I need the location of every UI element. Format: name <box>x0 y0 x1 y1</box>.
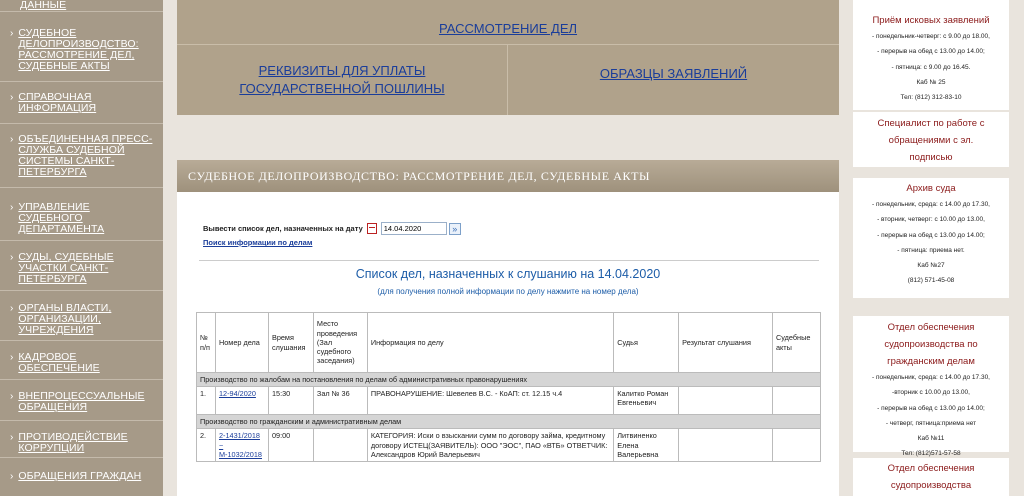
info-box-proceedings <box>853 458 1009 496</box>
chevron-right-icon: › <box>10 391 14 402</box>
info-line: (812) 571-45-08 <box>907 277 955 285</box>
left-nav-sidebar <box>0 0 163 496</box>
column-header: № п/п <box>197 313 216 373</box>
sidebar-item-staffing[interactable] <box>0 341 163 380</box>
table-row <box>197 387 821 415</box>
application-samples-link[interactable]: ОБРАЗЦЫ ЗАЯВЛЕНИЙ <box>599 66 748 81</box>
column-header: Судья <box>614 313 679 373</box>
sidebar-item-reference-info[interactable] <box>0 82 163 124</box>
info-line: Каб №11 <box>917 435 945 443</box>
hearing-result <box>679 429 773 462</box>
column-header: Результат слушания <box>679 313 773 373</box>
info-box-claims <box>853 0 1009 110</box>
row-number: 1. <box>197 387 216 415</box>
info-box-civil-cases <box>853 316 1009 458</box>
court-acts <box>772 429 820 462</box>
section-label: Производство по жалобам на постановления по делам об административных правонарушениях <box>197 373 821 387</box>
column-header: Информация по делу <box>367 313 613 373</box>
info-line: - перерыв на обед с 13.00 до 14.00; <box>877 231 985 239</box>
chevron-right-icon: › <box>10 202 14 213</box>
sidebar-item-label[interactable]: ПРОТИВОДЕЙСТВИЕ КОРРУПЦИИ <box>18 431 128 454</box>
sidebar-item-extraprocedural[interactable] <box>0 380 163 421</box>
sidebar-item-label[interactable]: КАДРОВОЕ ОБЕСПЕЧЕНИЕ <box>18 351 100 374</box>
table-section-row <box>197 415 821 429</box>
judge-name: Литвиненко Елена Валерьевна <box>614 429 679 462</box>
info-line: - перерыв на обед с 13.00 до 14.00; <box>877 48 985 56</box>
hearing-result <box>679 387 773 415</box>
info-line: - перерыв на обед с 13.00 до 14.00; <box>877 404 985 412</box>
date-filter-label: Вывести список дел, назначенных на дату <box>203 224 363 233</box>
case-number-link[interactable]: 12-94/2020 <box>218 389 256 399</box>
hearing-room: Зал № 36 <box>313 387 367 415</box>
sidebar-item-court-department[interactable] <box>0 188 163 241</box>
sidebar-item-authorities[interactable] <box>0 291 163 341</box>
case-search-link[interactable]: Поиск информации по делам <box>203 238 313 247</box>
column-header: Место проведения (Зал судебного заседания) <box>313 313 367 373</box>
hearing-room <box>313 429 367 462</box>
top-links-box <box>177 0 839 115</box>
sidebar-item-court-proceedings[interactable] <box>0 12 163 82</box>
info-line: Каб №27 <box>917 262 945 270</box>
table-header-row <box>197 313 821 373</box>
hearing-time: 09:00 <box>268 429 313 462</box>
info-line: - четверг, пятница:приема нет <box>885 419 977 427</box>
divider <box>177 44 839 45</box>
chevron-right-icon: › <box>10 303 14 314</box>
sidebar-item-data[interactable] <box>0 0 163 12</box>
calendar-icon[interactable] <box>367 223 377 234</box>
sidebar-item-label[interactable]: ДАННЫЕ <box>20 0 67 11</box>
list-subtitle: (для получения полной информации по делу нажмите на номер дела) <box>377 287 639 296</box>
sidebar-item-label[interactable]: ОРГАНЫ ВЛАСТИ, ОРГАНИЗАЦИИ, УЧРЕЖДЕНИЯ <box>18 302 112 336</box>
sidebar-item-label[interactable]: СУДЫ, СУДЕБНЫЕ УЧАСТКИ САНКТ-ПЕТЕРБУРГА <box>18 251 114 285</box>
sidebar-item-anticorruption[interactable] <box>0 421 163 458</box>
chevron-right-icon: › <box>10 28 14 39</box>
column-header: Судебные акты <box>772 313 820 373</box>
info-line: Тел: (812)571-57-58 <box>901 450 961 458</box>
sidebar-item-label[interactable]: ОБЪЕДИНЕННАЯ ПРЕСС-СЛУЖБА СУДЕБНОЙ СИСТЕМЫ САНКТ-ПЕТЕРБУРГА <box>18 133 153 178</box>
info-line: -вторник с 10.00 до 13.00, <box>892 389 970 397</box>
case-number-link[interactable]: 2-1431/2018 ~ М-1032/2018 <box>218 431 262 459</box>
info-box-title: Архив суда <box>906 183 956 194</box>
date-input[interactable] <box>381 222 447 235</box>
case-info: ПРАВОНАРУШЕНИЕ: Шевелев В.С. - КоАП: ст. 12.15 ч.4 <box>367 387 613 415</box>
chevron-right-icon: › <box>10 432 14 443</box>
judge-name: Калитко Роман Евгеньевич <box>614 387 679 415</box>
sidebar-item-label[interactable]: УПРАВЛЕНИЕ СУДЕБНОГО ДЕПАРТАМЕНТА <box>18 201 105 235</box>
sidebar-item-label[interactable]: СУДЕБНОЕ ДЕЛОПРОИЗВОДСТВО: РАССМОТРЕНИЕ ДЕЛ, СУДЕБНЫЕ АКТЫ <box>18 27 139 72</box>
sidebar-item-press-service[interactable] <box>0 124 163 188</box>
column-header: Время слушания <box>268 313 313 373</box>
chevron-right-icon: › <box>10 134 14 145</box>
court-proceedings-panel <box>177 160 839 496</box>
table-row <box>197 429 821 462</box>
info-box-title: Отдел обеспечения судопроизводства по гражданским делам <box>884 322 978 367</box>
sidebar-item-label[interactable]: ВНЕПРОЦЕССУАЛЬНЫЕ ОБРАЩЕНИЯ <box>18 390 145 413</box>
info-box-e-signature <box>853 112 1009 167</box>
court-acts <box>772 387 820 415</box>
list-title: Список дел, назначенных к слушанию на 14.04.2020 <box>355 267 661 281</box>
sidebar-item-label[interactable]: ОБРАЩЕНИЯ ГРАЖДАН <box>18 470 142 482</box>
right-info-sidebar <box>853 0 1009 496</box>
panel-title: СУДЕБНОЕ ДЕЛОПРОИЗВОДСТВО: РАССМОТРЕНИЕ ДЕЛ, СУДЕБНЫЕ АКТЫ <box>177 160 839 192</box>
review-cases-link[interactable]: РАССМОТРЕНИЕ ДЕЛ <box>438 21 578 36</box>
date-filter-row <box>203 222 461 235</box>
cases-table <box>196 312 821 462</box>
hearing-time: 15:30 <box>268 387 313 415</box>
info-line: - понедельник, среда: с 14.00 до 17.30, <box>872 374 990 381</box>
info-line: - понедельник, среда: с 14.00 до 17.30, <box>872 201 990 208</box>
divider <box>199 260 819 261</box>
chevron-right-icon: › <box>10 252 14 263</box>
info-box-title: Приём исковых заявлений <box>872 15 990 26</box>
info-line: - пятница: с 9.00 до 16.45. <box>891 63 971 71</box>
info-line: - пятница: приема нет. <box>897 246 965 254</box>
chevron-right-icon: › <box>10 92 14 103</box>
fee-requisites-link[interactable]: РЕКВИЗИТЫ ДЛЯ УПЛАТЫ ГОСУДАРСТВЕННОЙ ПОШЛИНЫ <box>239 63 445 96</box>
submit-arrow-icon[interactable]: » <box>449 223 461 235</box>
main-content <box>177 0 839 496</box>
info-line: - понедельник-четверг: с 9.00 до 18.00, <box>872 33 990 40</box>
info-box-archive <box>853 178 1009 298</box>
section-label: Производство по гражданским и административным делам <box>197 415 821 429</box>
sidebar-item-citizen-appeals[interactable] <box>0 458 163 488</box>
sidebar-item-courts[interactable] <box>0 241 163 291</box>
info-box-title: Отдел обеспечения судопроизводства <box>887 463 975 491</box>
chevron-right-icon: › <box>10 352 14 363</box>
case-info: КАТЕГОРИЯ: Иски о взыскании сумм по договору займа, кредитному договору ИСТЕЦ(ЗАЯВИТЕЛЬ): ООО "ЭОС", ПАО «ВТБ» ОТВЕТЧИК: Александров Юрий Валерьевич <box>367 429 613 462</box>
table-section-row <box>197 373 821 387</box>
info-line: Тел: (812) 312-83-10 <box>900 94 962 102</box>
info-line: Каб № 25 <box>916 78 946 86</box>
column-header: Номер дела <box>215 313 268 373</box>
info-line: - вторник, четверг: с 10.00 до 13.00, <box>877 216 985 224</box>
info-box-title: Специалист по работе с обращениями с эл. подписью <box>877 118 985 163</box>
row-number: 2. <box>197 429 216 462</box>
chevron-right-icon: › <box>10 471 14 482</box>
sidebar-item-label[interactable]: СПРАВОЧНАЯ ИНФОРМАЦИЯ <box>18 91 97 114</box>
